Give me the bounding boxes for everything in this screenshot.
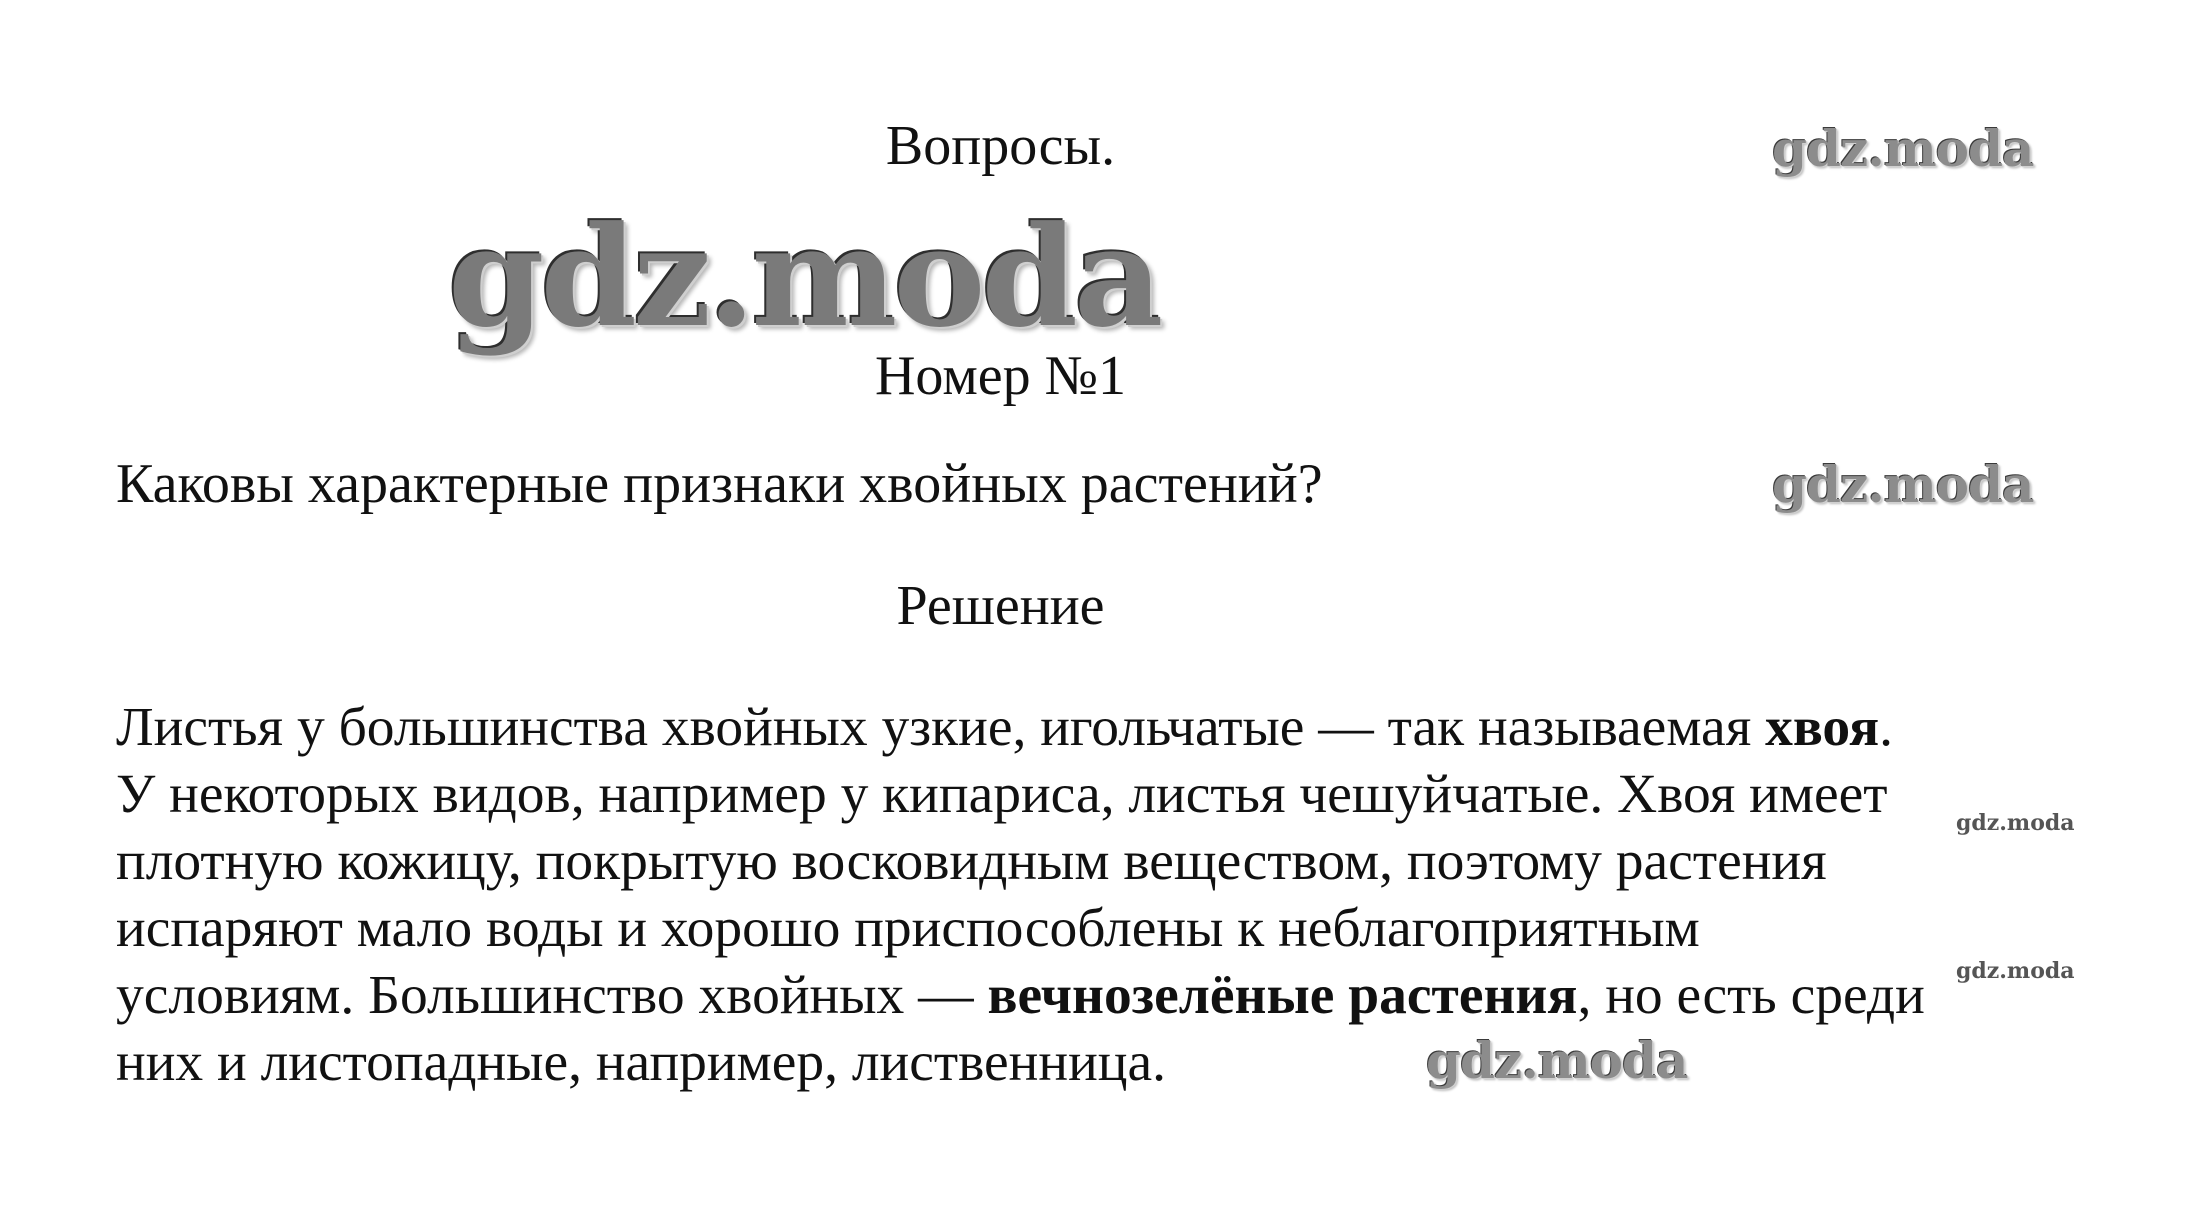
- answer-line: испаряют мало воды и хорошо приспособлены к неблагоприятным: [116, 898, 1700, 959]
- answer-text: Листья у большинства хвойных узкие, игольчатые — так называемая: [116, 697, 1766, 758]
- answer-line: У некоторых видов, например у кипариса, листья чешуйчатые. Хвоя имеет: [116, 764, 1888, 825]
- answer-line: [116, 694, 2116, 761]
- solution-heading: Решение: [896, 575, 1105, 637]
- answer-text: условиям. Большинство хвойных —: [116, 965, 988, 1026]
- answer-line: [116, 958, 2116, 1029]
- watermark-small-2: gdz.moda: [1956, 958, 2075, 984]
- questions-heading: Вопросы.: [885, 115, 1116, 177]
- term-bold: хвоя: [1765, 697, 1880, 758]
- watermark-question: gdz.moda: [1772, 455, 2034, 514]
- term-bold: вечнозелёные растения: [987, 965, 1578, 1026]
- answer-line: них и листопадные, например, лиственница.: [116, 1032, 1166, 1093]
- watermark-small-1: gdz.moda: [1956, 810, 2075, 836]
- answer-line: плотную кожицу, покрытую восковидным веществом, поэтому растения: [116, 831, 1827, 892]
- watermark-top-right: gdz.moda: [1772, 119, 2034, 178]
- number-heading: Номер №1: [874, 345, 1127, 407]
- answer-text: .: [1879, 697, 1894, 758]
- watermark-bottom: gdz.moda: [1426, 1031, 1688, 1090]
- question-text: Каковы характерные признаки хвойных растений?: [116, 453, 1323, 515]
- watermark-large: gdz.moda: [448, 195, 1160, 358]
- answer-paragraph: [116, 694, 2116, 1096]
- answer-text: , но есть среди: [1577, 965, 1925, 1026]
